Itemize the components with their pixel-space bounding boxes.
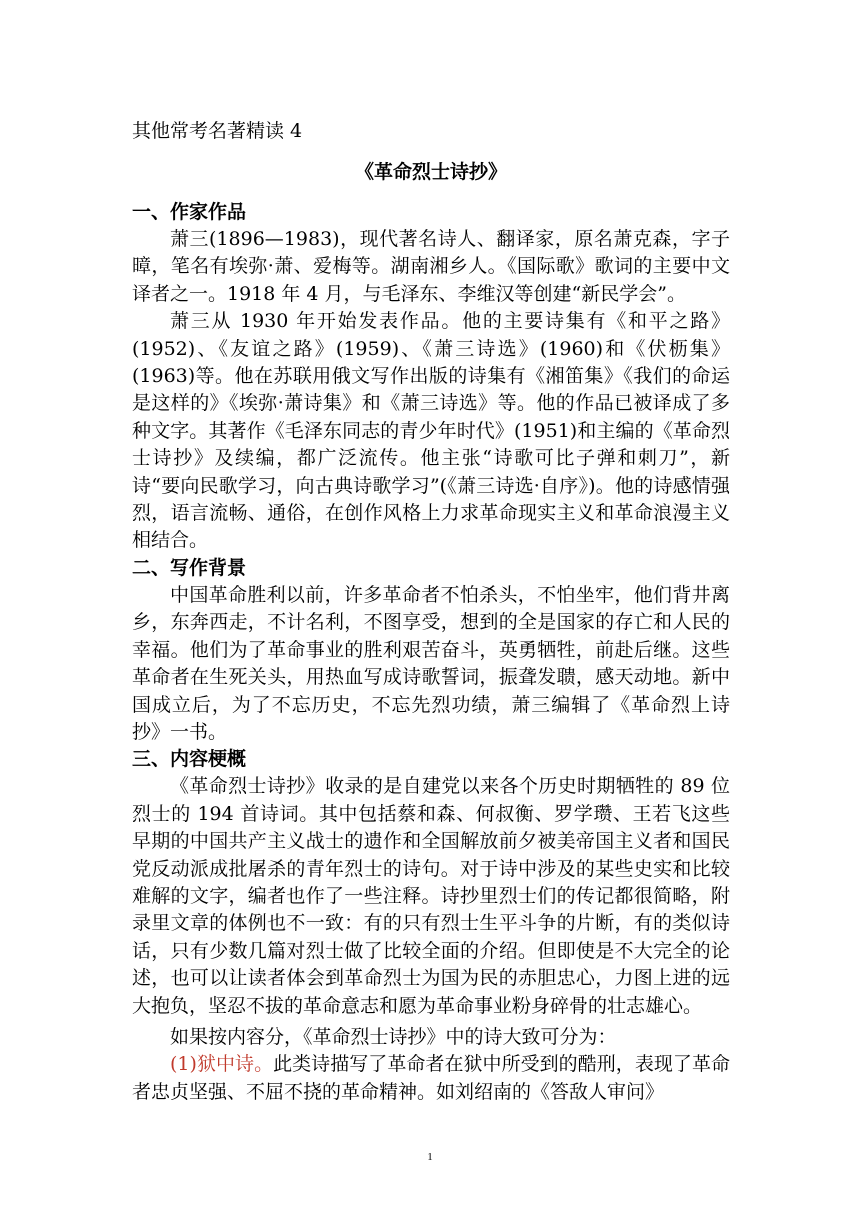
paragraph-background: 中国革命胜利以前，许多革命者不怕杀头，不怕坐牢，他们背井离乡，东奔西走，不计名利，不图享受，想到的全是国家的存亡和人民的幸福。他们为了革命事业的胜利艰苦奋斗，英勇牺牲，前赴后继。这些革命者在生死关头，用热血写成诗歌誓词，振聋发聩，感天动地。新中国成立后，为了不忘历史，不忘先烈功绩，萧三编辑了《革命烈上诗抄》一书。 [132,583,730,743]
section-heading-author-works: 一、作家作品 [132,201,247,223]
document-page [132,116,730,1106]
category-label-highlight: (1)狱中诗。 [170,1053,274,1076]
paragraph-classification-intro: 如果按内容分，《革命烈士诗抄》中的诗大致可分为： [170,1025,617,1048]
series-label: 其他常考名著精读 4 [132,120,303,142]
category-description: 此类诗描写了革命者在狱中所受到的酷刑，表现了革命者忠贞坚强、不屈不挠的革命精神。如刘绍南的《答敌人审问》 [132,1053,730,1103]
section-heading-background: 二、写作背景 [132,556,247,579]
paragraph-category-prison-poems [132,1051,730,1106]
paragraph-summary: 《革命烈士诗抄》收录的是自建党以来各个历史时期牺牲的 89 位烈士的 194 首诗词。其中包括蔡和森、何叔衡、罗学瓒、王若飞这些早期的中国共产主义战士的遗作和全国解放前夕被美帝国主义者和国民党反动派成批屠杀的青年烈士的诗句。对于诗中涉及的某些史实和比较难解的文字，编者也作了一些注释。诗抄里烈士们的传记都很简略，附录里文章的体例也不一致：有的只有烈士生平斗争的片断，有的类似诗话，只有少数几篇对烈士做了比较全面的介绍。但即使是不大完全的论述，也可以让读者体会到革命烈士为国为民的赤胆忠心，力图上进的远大抱负，坚忍不拔的革命意志和愿为革命事业粉身碎骨的壮志雄心。 [132,775,730,1017]
paragraph-author-works: 萧三从 1930 年开始发表作品。他的主要诗集有《和平之路》(1952)、《友谊之路》(1959)、《萧三诗选》(1960)和《伏枥集》(1963)等。他在苏联用俄文写作出版的诗集有《湘笛集》《我们的命运是这样的》《埃弥·萧诗集》和《萧三诗选》等。他的作品已被译成了多种文字。其著作《毛泽东同志的青少年时代》(1951)和主编的《革命烈士诗抄》及续编，都广泛流传。他主张“诗歌可比子弹和刺刀”，新诗“要向民歌学习，向古典诗歌学习”(《萧三诗选·自序》)。他的诗感情强烈，语言流畅、通俗，在创作风格上力求革命现实主义和革命浪漫主义相结合。 [132,310,730,552]
page-number: 1 [427,1151,433,1163]
section-heading-summary: 三、内容梗概 [132,748,247,771]
paragraph-author-bio: 萧三(1896—1983)，现代著名诗人、翻译家，原名萧克森，字子暲，笔名有埃弥·萧、爱梅等。湖南湘乡人。《国际歌》歌词的主要中文译者之一。1918 年 4 月，与毛泽东、李维汉等创建“新民学会”。 [132,228,730,305]
document-title: 《革命烈士诗抄》 [354,161,507,183]
